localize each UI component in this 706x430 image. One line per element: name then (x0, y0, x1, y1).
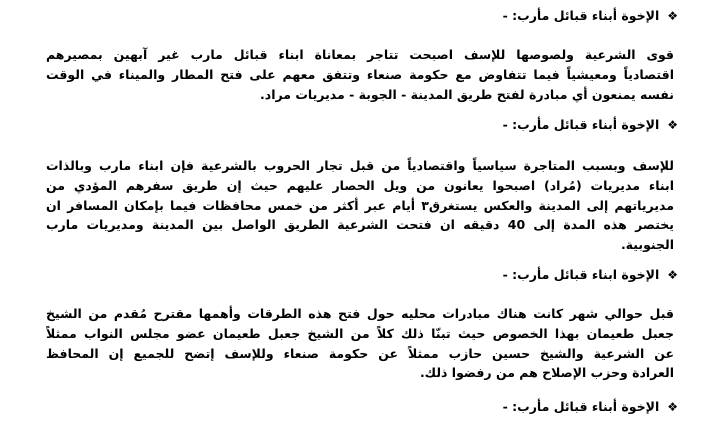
section-heading (503, 116, 678, 134)
paragraph-line: قبل حوالي شهر كانت هناك مبادرات محليه حول فتح هذه الطرقات وأهمها مقترح مُقدم من الشيخ (46, 306, 674, 321)
section-heading-text: الإخوة أبناء قبائل مأرب: - (502, 399, 660, 414)
section-heading (503, 398, 678, 416)
section-paragraph (46, 156, 674, 255)
paragraph-line: يختصر هذه المدة إلى 40 دقيقه ان فتحت الشرعية الطريق الواصل بين المدينة ومديريات مارب (46, 217, 674, 233)
paragraph-line: الجنوبية. (620, 237, 674, 253)
section-heading-text: الإخوة أبناء قبائل مأرب: - (502, 8, 660, 23)
diamond-bullet-icon: ❖ (667, 118, 678, 132)
section-paragraph (46, 304, 674, 383)
paragraph-line: للإسف وبسبب المتاجرة سياسياً واقتصادياً من قبل تجار الحروب بالشرعية فإن ابناء مارب وبالذات (46, 158, 674, 173)
paragraph-line: ابناء مديريات (مُراد) اصبحوا يعانون من ويل الحصار عليهم حيث إن طريق سفرهم المؤدي من (46, 177, 674, 193)
paragraph-line: قوى الشرعية ولصوصها للإسف اصبحت تتاجر بمعاناة ابناء قبائل مارب غير آبهين بمصيرهم (46, 47, 674, 62)
diamond-bullet-icon: ❖ (667, 400, 678, 414)
paragraph-line: اقتصادياً ومعيشياً فيما تتفاوض مع حكومة صنعاء وتتفق معهم على فتح المطار والميناء في الوقت (46, 66, 674, 82)
paragraph-line: نفسه يمنعون أي مبادرة لفتح طريق المدينة - الجوبة - مديريات مراد. (260, 86, 674, 102)
diamond-bullet-icon: ❖ (667, 9, 678, 23)
section-heading (503, 7, 678, 25)
paragraph-line: عن الشرعية والشيخ حسين حازب ممثلاً عن حكومة صنعاء وللإسف إتضح للجميع إن المحافظ (46, 345, 674, 361)
section-heading-text: الإخوة أبناء قبائل مأرب: - (502, 117, 660, 132)
section-heading (503, 266, 678, 284)
paragraph-line: العرادة وحزب الإصلاح هم من رفضوا ذلك. (419, 365, 674, 381)
section-paragraph (46, 45, 674, 104)
paragraph-line: جعبل طعيمان بهذا الخصوص حيث تبنّا ذلك كلاً من الشيخ جعبل طعيمان عضو مجلس النواب ممثلاً (46, 325, 674, 341)
diamond-bullet-icon: ❖ (667, 268, 678, 282)
paragraph-line: مديرياتهم إلى المدينة والعكس يستغرق٣ أيام عبر أكثر من خمس محافظات فيما بإمكان المسافر ان (46, 197, 674, 213)
section-heading-text: الإخوة ابناء قبائل مأرب: - (502, 267, 660, 282)
